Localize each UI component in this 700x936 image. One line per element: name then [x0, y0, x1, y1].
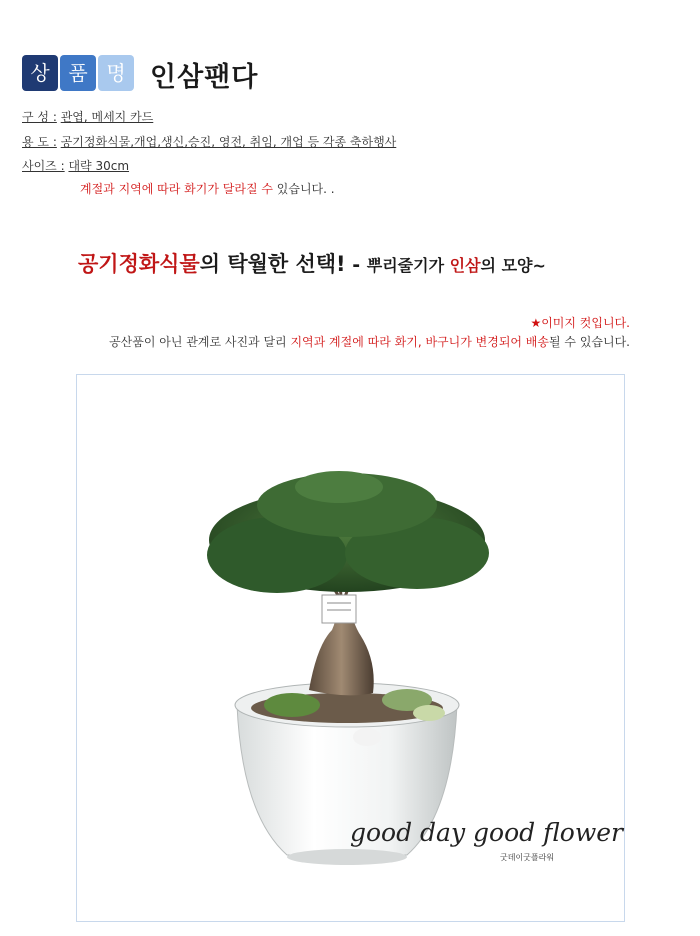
- headline-text-3: 뿌리줄기가: [366, 256, 450, 275]
- spec-label: 사이즈 :: [22, 159, 65, 173]
- headline-red-4: 인삼: [449, 256, 481, 275]
- notice-red-text: 계절과 지역에 따라 화기가 달라질 수: [80, 182, 273, 196]
- headline-dash: -: [345, 254, 367, 276]
- spec-row-size: [22, 157, 129, 174]
- delivery-note-a: 공산품이 아닌 관계로 사진과 달리: [109, 335, 291, 349]
- brand-signature: good day good flower: [350, 818, 623, 847]
- spec-row-composition: [22, 108, 153, 125]
- notice-rest-text: 있습니다. .: [272, 182, 335, 196]
- delivery-note-b: 될 수 있습니다.: [549, 335, 630, 349]
- spec-row-usage: [22, 133, 396, 150]
- spec-label: 구 성 :: [22, 110, 57, 124]
- headline-text-2: 의 탁월한 선택!: [199, 252, 346, 276]
- spec-value: 대략 30cm: [68, 159, 130, 173]
- product-name: 인삼팬다: [150, 62, 259, 93]
- headline-text-5: 의 모양~: [480, 256, 546, 275]
- spec-value: 공기정화식물,개업,생신,승진, 영전, 취임, 개업 등 각종 축하행사: [60, 135, 397, 149]
- badge-myeong: 명: [98, 55, 134, 91]
- spec-label: 용 도 :: [22, 135, 57, 149]
- image-cut-note: ★이미지 컷입니다.: [530, 316, 630, 330]
- brand-signature-korean: 굿데이굿플라워: [500, 853, 555, 862]
- delivery-note: [109, 333, 630, 350]
- headline: [78, 248, 546, 278]
- delivery-note-red: 지역과 계절에 따라 화기, 바구니가 변경되어 배송: [290, 335, 549, 349]
- badge-pum: 품: [60, 55, 96, 91]
- badge-sang: 상: [22, 55, 58, 91]
- headline-red-1: 공기정화식물: [78, 252, 200, 276]
- spec-value: 관엽, 메세지 카드: [60, 110, 154, 124]
- seasonal-notice: [80, 180, 335, 197]
